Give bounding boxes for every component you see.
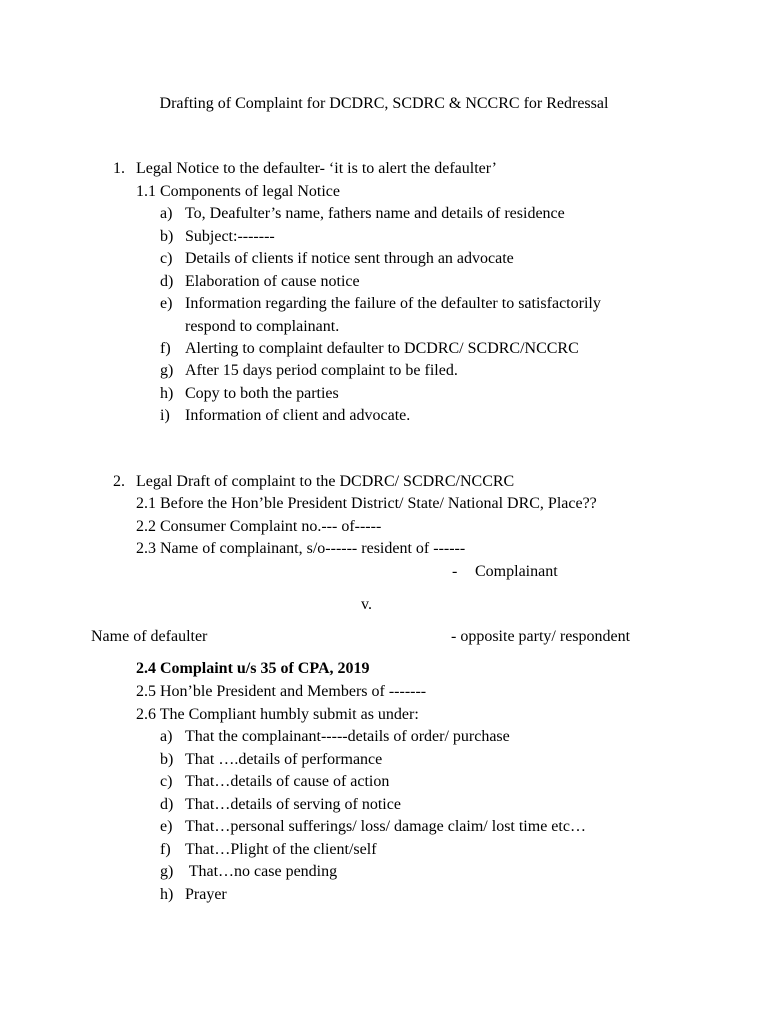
list-item-label: c) <box>160 773 173 790</box>
list-item-text: That…no case pending <box>185 863 338 880</box>
list-item-text: Elaboration of cause notice <box>185 273 360 290</box>
section-2-number: 2. <box>113 473 125 490</box>
list-item-label: e) <box>160 295 173 312</box>
complainant-label: Complainant <box>475 563 558 580</box>
list-item-text: Copy to both the parties <box>185 385 339 402</box>
list-item-text: Subject:------- <box>185 228 275 245</box>
list-item-label: f) <box>160 340 171 357</box>
list-item-label: h) <box>160 886 174 903</box>
section-2-line: 2.6 The Compliant humbly submit as under: <box>136 706 419 723</box>
list-item-text: To, Deafulter’s name, fathers name and details of residence <box>185 205 565 222</box>
section-2-line: 2.5 Hon’ble President and Members of ------- <box>136 683 427 700</box>
section-1-heading: Legal Notice to the defaulter- ‘it is to alert the defaulter’ <box>136 160 497 177</box>
complainant-dash: - <box>452 563 458 580</box>
section-2-line: 2.2 Consumer Complaint no.--- of----- <box>136 518 382 535</box>
list-item-text-continued: respond to complainant. <box>185 318 340 335</box>
defaulter-label: Name of defaulter <box>91 628 208 645</box>
list-item-text: That…personal sufferings/ loss/ damage claim/ lost time etc… <box>185 818 586 835</box>
list-item-label: f) <box>160 841 171 858</box>
list-item-label: b) <box>160 228 174 245</box>
list-item-label: g) <box>160 362 174 379</box>
list-item-label: d) <box>160 796 174 813</box>
list-item-label: d) <box>160 273 174 290</box>
list-item-text: Details of clients if notice sent through an advocate <box>185 250 514 267</box>
list-item-label: a) <box>160 728 173 745</box>
section-1-number: 1. <box>113 160 125 177</box>
opposite-party-label: - opposite party/ respondent <box>451 628 631 645</box>
list-item-text: That…details of cause of action <box>185 773 390 790</box>
list-item-label: h) <box>160 385 174 402</box>
list-item-label: a) <box>160 205 173 222</box>
document-title: Drafting of Complaint for DCDRC, SCDRC & NCCRC for Redressal <box>159 95 609 112</box>
section-2-bold-line: 2.4 Complaint u/s 35 of CPA, 2019 <box>136 660 370 677</box>
list-item-text: Information of client and advocate. <box>185 407 411 424</box>
versus-label: v. <box>361 596 372 613</box>
list-item-text: Prayer <box>185 886 227 903</box>
list-item-label: e) <box>160 818 173 835</box>
list-item-text: Information regarding the failure of the defaulter to satisfactorily <box>185 295 601 312</box>
list-item-label: c) <box>160 250 173 267</box>
section-2-line: 2.1 Before the Hon’ble President District/ State/ National DRC, Place?? <box>136 495 597 512</box>
list-item-text: Alerting to complaint defaulter to DCDRC/ SCDRC/NCCRC <box>185 340 579 357</box>
list-item-text: After 15 days period complaint to be filed. <box>185 362 458 379</box>
list-item-label: b) <box>160 751 174 768</box>
section-2-line: 2.3 Name of complainant, s/o------ resident of ------ <box>136 540 466 557</box>
list-item-text: That ….details of performance <box>185 751 383 768</box>
list-item-label: g) <box>160 863 174 880</box>
list-item-text: That…details of serving of notice <box>185 796 401 813</box>
list-item-text: That the complainant-----details of order/ purchase <box>185 728 510 745</box>
list-item-label: i) <box>160 407 170 424</box>
list-item-text: That…Plight of the client/self <box>185 841 377 858</box>
section-1-subheading: 1.1 Components of legal Notice <box>136 183 340 200</box>
section-2-heading: Legal Draft of complaint to the DCDRC/ SCDRC/NCCRC <box>136 473 515 490</box>
